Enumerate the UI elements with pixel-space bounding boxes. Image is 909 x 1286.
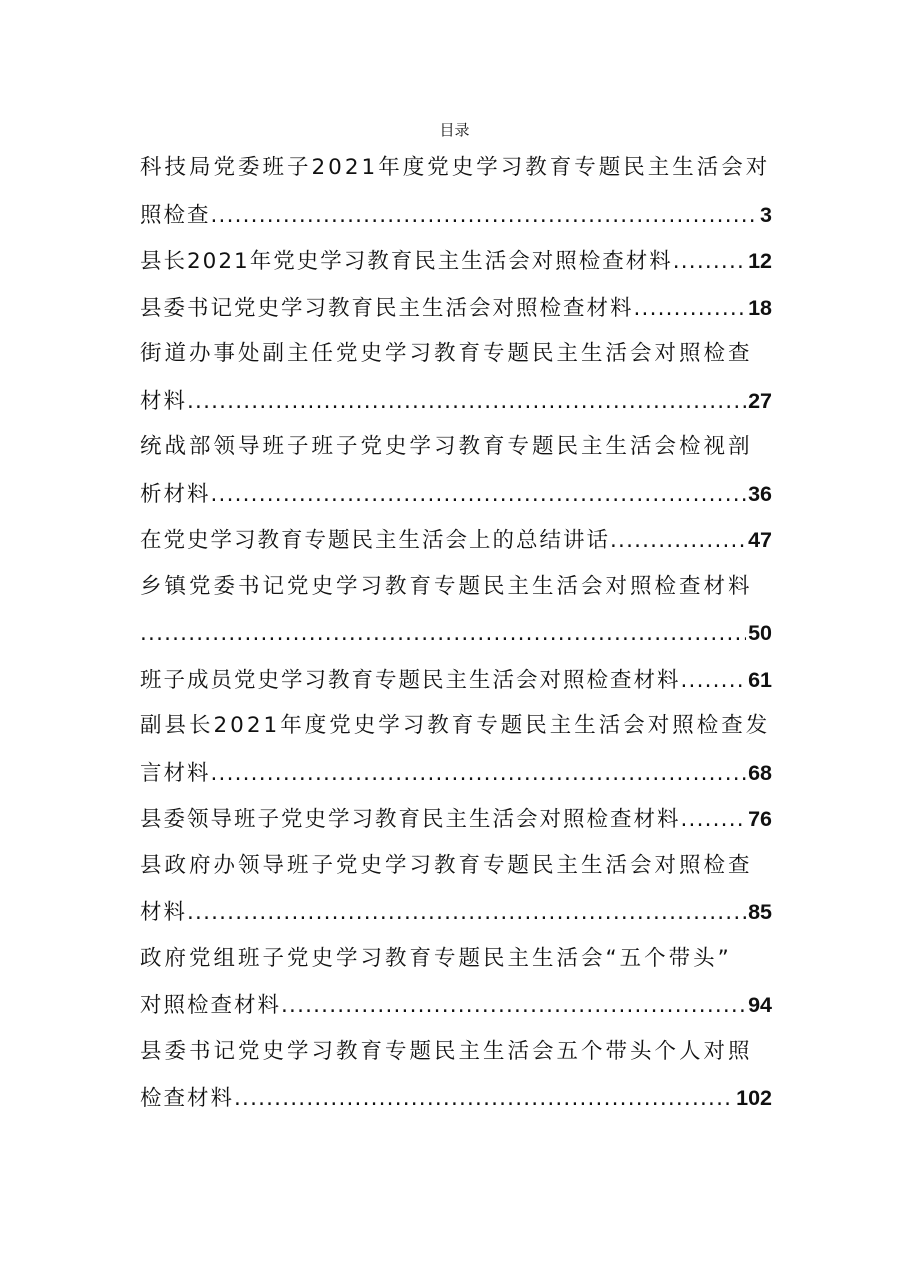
- dot-leader: [234, 1076, 734, 1122]
- dot-leader: [610, 518, 746, 564]
- toc-page-number: 85: [748, 900, 772, 924]
- toc-page-number: 61: [748, 667, 772, 692]
- toc-entry-last-line[interactable]: [140, 796, 772, 843]
- toc-entry-first-line[interactable]: 县政府办领导班子党史学习教育专题民主生活会对照检查: [140, 852, 753, 878]
- toc-page-number: 27: [748, 388, 772, 413]
- toc-entry-first-line[interactable]: 政府党组班子党史学习教育专题民主生活会“五个带头”: [140, 945, 732, 971]
- toc-entry-first-line[interactable]: 统战部领导班子班子党史学习教育专题民主生活会检视剖: [140, 434, 753, 459]
- dot-leader: [673, 239, 746, 285]
- dot-leader: [211, 751, 747, 797]
- toc-entry-last-line[interactable]: [140, 1075, 772, 1122]
- toc-page-number: 50: [748, 621, 772, 645]
- toc-entry-last-line[interactable]: [140, 517, 772, 564]
- toc-page-number: 12: [748, 249, 772, 273]
- toc-entry-text: 照检查: [140, 202, 211, 228]
- toc-entry-last-line[interactable]: [140, 889, 772, 936]
- toc-entry-text: 班子成员党史学习教育专题民主生活会对照检查材料: [140, 667, 681, 693]
- toc-entry-first-line[interactable]: 县委书记党史学习教育专题民主生活会五个带头个人对照: [140, 1038, 753, 1064]
- dot-leader: [211, 193, 759, 239]
- toc-entry-last-line[interactable]: [140, 982, 772, 1029]
- toc-entry-last-line[interactable]: [140, 471, 772, 518]
- toc-entry-last-line[interactable]: [140, 750, 772, 797]
- dot-leader: [211, 472, 747, 518]
- toc-page-number: 68: [748, 760, 772, 785]
- dot-leader: [681, 797, 747, 843]
- table-of-contents: [140, 145, 772, 1122]
- toc-entry-text: 检查材料: [140, 1086, 235, 1111]
- toc-title: 目录: [439, 121, 470, 139]
- toc-page-number: 18: [748, 295, 772, 320]
- toc-entry-last-line[interactable]: [140, 378, 772, 425]
- dot-leader: [681, 658, 747, 704]
- toc-page-number: 36: [748, 481, 772, 506]
- toc-entry-first-line[interactable]: 街道办事处副主任党史学习教育专题民主生活会对照检查: [140, 341, 753, 366]
- toc-entry-last-line[interactable]: [140, 657, 772, 704]
- toc-entry-text: 县委书记党史学习教育民主生活会对照检查材料: [140, 295, 634, 321]
- toc-entry-first-line[interactable]: 副县长2021年度党史学习教育专题民主生活会对照检查发: [140, 713, 771, 738]
- dot-leader: [187, 890, 746, 936]
- toc-entry-text: 言材料: [140, 760, 211, 786]
- toc-page-number: 47: [748, 528, 772, 552]
- toc-entry-text: 材料: [140, 388, 188, 414]
- toc-entry-first-line[interactable]: 科技局党委班子2021年度党史学习教育专题民主生活会对: [140, 155, 771, 180]
- dot-leader: [634, 286, 747, 332]
- dot-leader: [140, 611, 746, 657]
- toc-entry-last-line[interactable]: [140, 610, 772, 657]
- toc-entry-text: 析材料: [140, 481, 211, 507]
- dot-leader: [281, 983, 746, 1029]
- toc-entry-text: 在党史学习教育专题民主生活会上的总结讲话: [140, 528, 611, 553]
- toc-entry-last-line[interactable]: [140, 285, 772, 332]
- dot-leader: [187, 379, 746, 425]
- toc-entry-text: 县长2021年党史学习教育民主生活会对照检查材料: [140, 249, 673, 274]
- toc-entry-last-line[interactable]: [140, 192, 772, 239]
- toc-page-number: 94: [748, 993, 772, 1017]
- toc-entry-text: 材料: [140, 900, 188, 925]
- toc-entry-text: 对照检查材料: [140, 993, 282, 1018]
- toc-entry-last-line[interactable]: [140, 238, 772, 285]
- toc-page-number: 76: [748, 807, 772, 831]
- toc-page-number: 102: [736, 1086, 772, 1110]
- toc-entry-text: 县委领导班子党史学习教育民主生活会对照检查材料: [140, 807, 681, 832]
- toc-page-number: 3: [760, 202, 772, 227]
- toc-entry-first-line[interactable]: 乡镇党委书记党史学习教育专题民主生活会对照检查材料: [140, 573, 753, 599]
